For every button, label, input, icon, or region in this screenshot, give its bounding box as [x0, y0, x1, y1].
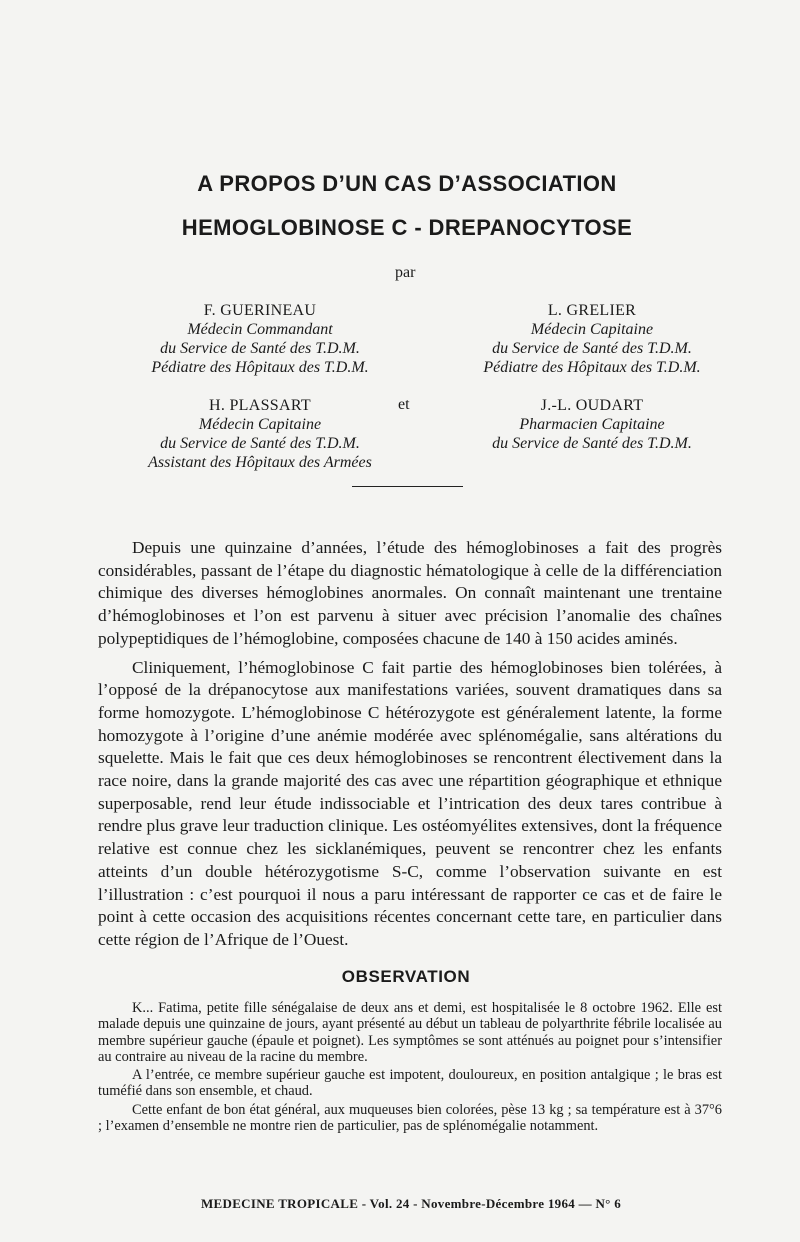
author-role: Médecin Capitaine — [530, 321, 654, 338]
article-title-line-1: A PROPOS D’UN CAS D’ASSOCIATION — [197, 171, 617, 196]
author-role: du Service de Santé des T.D.M. — [160, 340, 360, 357]
observation-heading: OBSERVATION — [341, 967, 471, 986]
author-role: Médecin Capitaine — [198, 416, 322, 433]
observation-paragraph: Cette enfant de bon état général, aux muqueuses bien colorées, pèse 13 kg ; sa température est à 37°6 ; l’examen d’ensemble ne montre rien de particulier, pas de splénomégalie notamment. — [98, 1101, 722, 1135]
author-block-oudart — [412, 396, 772, 453]
author-name: J.-L. OUDART — [540, 397, 644, 414]
article-title-line-2: HEMOGLOBINOSE C - DREPANOCYTOSE — [181, 215, 633, 240]
body-paragraph: Depuis une quinzaine d’années, l’étude des hémoglobinoses a fait des progrès considérables, passant de l’étape du diagnostic hématologique à celle de la différenciation chimique des diverses hémoglobines anormales. On connaît maintenant une trentaine d’hémoglobinoses et l’on est parvenu à situer avec précision l’anomalie des chaînes polypeptidiques de l’hémoglobine, composées chacune de 140 à 150 acides aminés. — [98, 538, 722, 648]
observation-paragraph: A l’entrée, ce membre supérieur gauche est impotent, douloureux, en position antalgique ; le bras est tuméfié dans son ensemble, et chaud. — [98, 1067, 722, 1100]
author-block-grelier — [412, 301, 772, 377]
author-block-guerineau — [110, 301, 410, 377]
introduction-text — [98, 537, 722, 958]
author-role: du Service de Santé des T.D.M. — [492, 435, 692, 452]
author-role: Médecin Commandant — [187, 321, 333, 338]
author-block-plassart — [110, 396, 410, 472]
observation-text — [98, 1000, 722, 1136]
author-role: Pédiatre des Hôpitaux des T.D.M. — [483, 359, 701, 376]
author-role: du Service de Santé des T.D.M. — [160, 435, 360, 452]
byline-et: et — [398, 396, 410, 413]
separator-rule — [352, 486, 463, 487]
author-name: F. GUERINEAU — [203, 302, 317, 319]
author-role: Pharmacien Capitaine — [519, 416, 665, 433]
body-paragraph: Cliniquement, l’hémoglobinose C fait partie des hémoglobinoses bien tolérées, à l’opposé de la drépanocytose aux manifestations variées, souvent dramatiques dans sa forme homozygote. L’hémoglobinose C hétérozygote est généralement latente, la forme homozygote à l’origine d’une anémie modérée avec splénomégalie, sans altérations du squelette. Mais le fait que ces deux hémoglobinoses se rencontrent électivement dans la race noire, dans la grande majorité des cas avec une répartition géographique et ethnique superposable, rend leur étude indissociable et l’intrication des deux tares contribue à rendre plus grave leur traduction clinique. Les ostéomyélites extensives, dont la fréquence relative est connue chez les sicklanémiques, peuvent se rencontrer chez les enfants atteints d’un double hétérozygotisme S-C, comme l’observation suivante en est l’illustration : c’est pourquoi il nous a paru intéressant de rapporter ce cas et de faire le point à cette occasion des acquisitions récentes concernant cette tare, en particulier dans cette région de l’Afrique de l’Ouest. — [98, 657, 722, 949]
byline-par: par — [395, 264, 416, 281]
observation-paragraph: K... Fatima, petite fille sénégalaise de deux ans et demi, est hospitalisée le 8 octobre 1962. Elle est malade depuis une quinzaine de jours, ayant présenté au début un tableau de polyarthrite fébrile localisée au membre supérieur gauche (épaule et poignet). Les symptômes se sont atténués au poignet pour s’intensifier au contraire au niveau de la racine du membre. — [98, 1000, 722, 1065]
author-name: H. PLASSART — [209, 397, 311, 414]
author-role: Assistant des Hôpitaux des Armées — [148, 454, 372, 471]
author-role: Pédiatre des Hôpitaux des T.D.M. — [151, 359, 369, 376]
author-name: L. GRELIER — [547, 302, 637, 319]
journal-footer: MEDECINE TROPICALE - Vol. 24 - Novembre-Décembre 1964 — N° 6 — [200, 1196, 622, 1211]
author-role: du Service de Santé des T.D.M. — [492, 340, 692, 357]
